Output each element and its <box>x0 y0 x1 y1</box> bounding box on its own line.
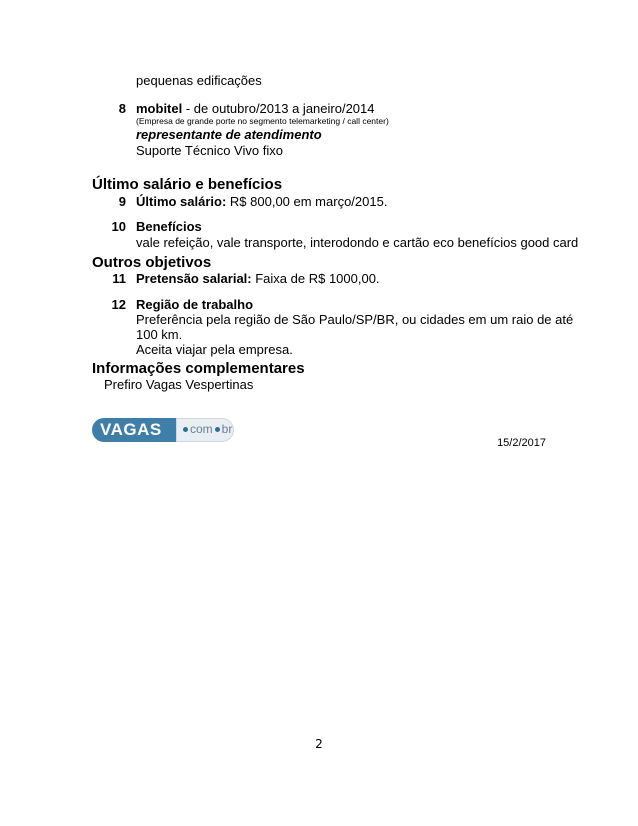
dot-icon <box>215 427 220 432</box>
item-number: 10 <box>111 219 126 234</box>
company-description: (Empresa de grande porte no segmento telemarketing / call center) <box>136 116 389 126</box>
item-number: 9 <box>118 194 126 209</box>
section-title-salary: Último salário e benefícios <box>92 176 283 193</box>
section-title-additional-info: Informações complementares <box>92 360 305 377</box>
document-date: 15/2/2017 <box>497 437 546 449</box>
work-region-line: Preferência pela região de São Paulo/SP/BR, ou cidades em um raio de até <box>136 312 574 327</box>
section-title-objectives: Outros objetivos <box>92 254 212 271</box>
vagas-logo <box>92 418 234 442</box>
logo-wordmark: VAGAS <box>100 420 162 439</box>
company-name: mobitel <box>136 101 183 116</box>
last-salary-value: R$ 800,00 em março/2015. <box>226 194 388 209</box>
benefits-value: vale refeição, vale transporte, interodondo e cartão eco benefícios good card <box>136 235 579 250</box>
logo-domain: com br <box>181 422 232 436</box>
travel-availability: Aceita viajar pela empresa. <box>136 342 293 357</box>
job-period: - de outubro/2013 a janeiro/2014 <box>182 101 375 116</box>
job-detail: Suporte Técnico Vivo fixo <box>136 143 283 158</box>
continuation-text: pequenas edificações <box>136 73 262 88</box>
item-number: 8 <box>118 101 126 116</box>
page-number: 2 <box>315 737 323 751</box>
last-salary <box>136 194 387 210</box>
logo-right-part <box>176 418 234 442</box>
item-number: 11 <box>112 271 126 286</box>
dot-icon <box>183 427 188 432</box>
job-heading <box>136 101 375 117</box>
item-number: 12 <box>111 297 126 312</box>
salary-expectation <box>136 271 380 287</box>
benefits-label: Benefícios <box>136 219 202 234</box>
last-salary-label: Último salário: <box>136 194 227 209</box>
salary-expectation-value: Faixa de R$ 1000,00. <box>251 271 380 286</box>
work-region-label: Região de trabalho <box>136 297 254 312</box>
logo-left-part <box>92 418 176 442</box>
job-role: representante de atendimento <box>136 127 322 142</box>
salary-expectation-label: Pretensão salarial: <box>136 271 252 286</box>
work-region-line: 100 km. <box>136 327 183 342</box>
additional-info-text: Prefiro Vagas Vespertinas <box>104 377 254 392</box>
